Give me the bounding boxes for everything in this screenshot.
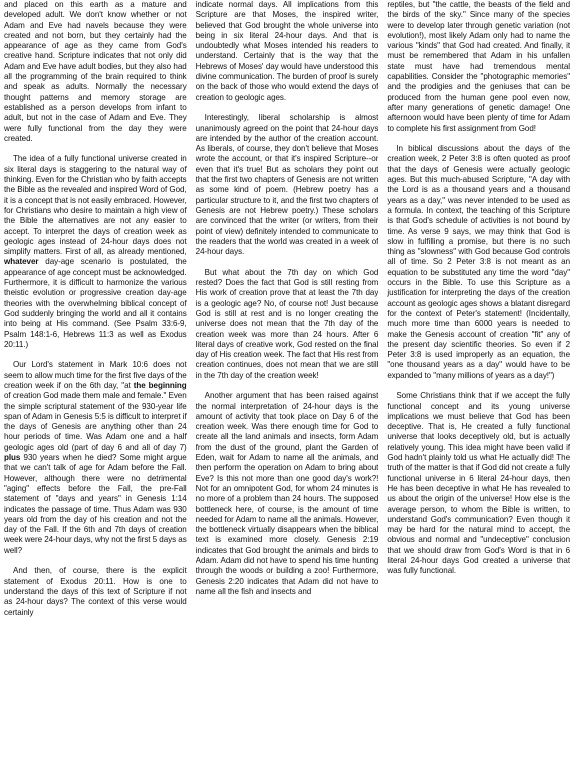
text-column-3 bbox=[387, 0, 570, 768]
bold-text: plus bbox=[4, 453, 21, 463]
text-run: The idea of a fully functional universe created in six literal days is staggering to the natural way of thinking. Even for the Christian who by faith accepts the Bible as the revealed and inspired Word of God, it is a concept that is not easily embraced. However, for Christians who desire to maintain a high view of the Bible the alternatives are not any easier to accept. To interpret the days of creation week as geologic ages instead of 24-hour days does not simplify matters. First of all, as already mentioned, bbox=[4, 154, 187, 257]
text-column-2 bbox=[196, 0, 379, 768]
text-run: In biblical discussions about the days of the creation week, 2 Peter 3:8 is often quoted as proof that the days of Genesis were actually geologic ages. But this much-abused Scripture, "A day with the Lord is as a thousand years and a thousand years as a day," was never intended to be used as a formula. In context, the teaching of this Scripture is that God's schedule of activities is not bound by time. As verse 9 says, we may think that God is slow in fulfilling a promise, but there is no such thing as "slowness" with God because God controls all of time. So 2 Peter 3:8 is not meant as an equation to be substituted any time the word "day" occurs in the Bible. To use this Scripture as a justification for interpreting the days of the creation account as geologic ages shows a blatant disregard for the context of Peter's statement! (Incidentally, much more time than 6000 years is needed to make the Genesis account of creation "fit" any of the present day scientific theories. So even if 2 Peter 3:8 is used improperly as an equation, the "one thousand years as a day" would have to be expanded to "many millions of years as a day!") bbox=[387, 144, 571, 380]
text-run: indicate normal days. All implications from this Scripture are that Moses, the inspired writer, believed that God brought the whole universe into being in six literal 24-hour days. And that is undoubtedly what Moses intended his readers to understand. Certainly that is the way that the Hebrews of Moses' day would have understood this divine communication. The burden of proof is surely on the back of those who would extend the days of creation to geologic ages. bbox=[195, 0, 379, 102]
paragraph bbox=[4, 360, 187, 556]
paragraph bbox=[387, 391, 570, 576]
bold-text: whatever bbox=[4, 257, 39, 267]
bold-text: the beginning bbox=[133, 380, 187, 390]
text-run: Our Lord's statement in Mark 10:6 does not seem to allow much time for the first five days of the creation week if on the 6th day, "at bbox=[4, 360, 187, 390]
text-run: But what about the 7th day on which God rested? Does the fact that God is still resting from His work of creation prove that at least the 7th day is a geologic age? No, of course not! Just because God is still at rest and is no longer creating the universe does not mean that the 7th day of the creation week was more than 24 hours. After 6 literal days of creative work, God rested on the final day of His creation week. The fact that His rest from creation continues, does not mean that we are still in the 7th day of the creation week! bbox=[195, 267, 379, 380]
text-run: Interestingly, liberal scholarship is almost unanimously agreed on the point that 24-hour days are intended by the author of the creation account. As liberals, of course, they don't believe that Moses wrote the account, or that it's inspired Scripture--or even that it's true! But as scholars they point out that the first two chapters of Genesis are not written as some kind of poem. (Hebrew poetry has a particular structure to it, and the first two chapters of Genesis are not Hebrew poetry.) These scholars are convinced that the writer (or writers, from their point of view) definitely intended to communicate to the readers that the world was created in a week of 24-hour days. bbox=[195, 113, 379, 257]
paragraph bbox=[387, 144, 570, 381]
paragraph bbox=[4, 154, 187, 350]
text-run: of creation God made them male and female." Even the simple scriptural statement of the 930-year life span of Adam in Genesis 5:5 is difficult to interpret if the days of Genesis are anything other than 24 hour periods of time. Was Adam one and a half geologic ages old (part of day 6 and all of day 7) bbox=[4, 391, 187, 452]
text-run: day-age scenario is postulated, the appearance of age concept must be acknowledged. Furthermore, it is difficult to harmonize the various theistic evolution or progressive creation day-age theories with the overwhelming biblical concept of God suddenly bringing the world and all it contains into being at His command. (See Psalm 33:6-9, Psalm 148:1-6, Hebrews 11:3 as well as Exodus 20:11.) bbox=[4, 257, 187, 349]
paragraph bbox=[196, 391, 379, 597]
paragraph bbox=[196, 113, 379, 257]
text-run: reptiles, but "the cattle, the beasts of the field and the birds of the sky." Since many of the species were to develop later through genetic variation (not evolution!), most likely Adam only had to name the various "kinds" that God had created. And finally, it must be remembered that Adam in his unfallen state must have had tremendous mental capabilities. Consider the "photographic memories" and the prodigies and the geniuses that can be produced from the human gene pool even now, after many generations of genetic damage! One afternoon would have been plenty of time for Adam to complete his first assignment from God! bbox=[387, 0, 571, 133]
paragraph bbox=[196, 268, 379, 381]
paragraph bbox=[4, 0, 187, 144]
text-run: and placed on this earth as a mature and developed adult. We don't know whether or not Adam and Eve had navels because they were created and not born, but they certainly had the appearance of age as they came from God's creative hand. Scripture indicates that not only did Adam and Eve have adult bodies, but they also had all the programming of the brain required to think and speak as adults. Normally the necessary thought patterns and memory storage are established as a person develops from infant to adult, but not in the case of Adam and Eve. They were fully functional from the day they were created. bbox=[4, 0, 187, 143]
paragraph bbox=[4, 566, 187, 617]
document-page bbox=[4, 0, 570, 768]
paragraph bbox=[196, 0, 379, 103]
text-run: And then, of course, there is the explicit statement of Exodus 20:11. How is one to understand the days of this text of Scripture if not as 24-hour days? The context of this verse would certainly bbox=[4, 566, 187, 617]
text-run: Some Christians think that if we accept the fully functional concept and its young universe implications we must believe that God has been deceptive. That is, He created a fully functional universe that looks deceptively old, but is actually relatively young. This idea might have been valid if God hadn't plainly told us what He actually did! The truth of the matter is that if God did not create a fully functional universe in 6 literal 24-hour days, then He has been deceptive in what He has revealed to us about the origin of the universe! How else is the average person, to whom the Bible is written, to understand God's communication? Even though it may be hard for the natural mind to accept, the obvious and normal and "undeceptive" conclusion that we should draw from God's Word is that in 6 literal 24-hour days God created a universe that was fully functional. bbox=[387, 391, 571, 576]
text-run: 930 years when he died? Some might argue that we can't talk of age for Adam before the Fall. However, although there were no detrimental "aging" effects before the Fall, the pre-Fall statement of "days and years" in Genesis 1:14 indicates the passage of time. Thus Adam was 930 years old from the day of his creation and not the day of the Fall. If the 6th and 7th days of creation week were 24-hour days, why not the first 5 days as well? bbox=[4, 453, 187, 555]
paragraph bbox=[387, 0, 570, 134]
text-run: Another argument that has been raised against the normal interpretation of 24-hour days is the amount of activity that took place on Day 6 of the creation week. Was there enough time for God to create all the land animals and insects, form Adam from the dust of the ground, plant the Garden of Eden, wait for Adam to name all the animals, and then perform the operation on Adam to bring about Eve? Is this not more than one good day's work?! Not for an omnipotent God, for whom 24 minutes is no more of a problem than 24 hours. The supposed bottleneck here, of course, is the amount of time needed for Adam to name all the animals. However, the bottleneck virtually disappears when the biblical text is examined more closely. Genesis 2:19 indicates that God brought the animals and birds to Adam. Adam did not have to spend his time hunting through the woods or building a zoo! Furthermore, Genesis 2:20 indicates that Adam did not have to name all the fish and insects and bbox=[195, 391, 379, 596]
text-column-1 bbox=[4, 0, 187, 768]
